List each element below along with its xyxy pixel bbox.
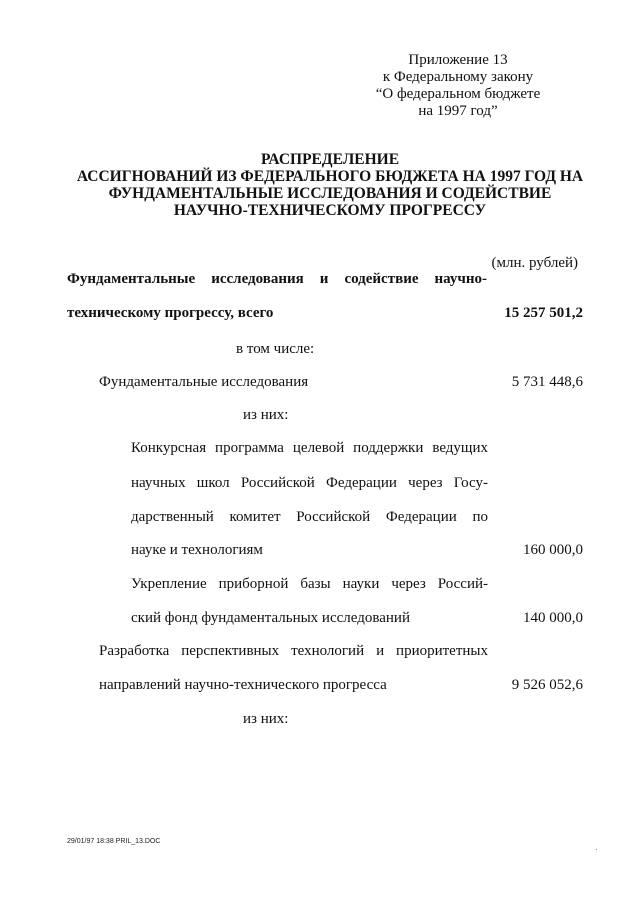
- development-line-1: Разработка перспективных технологий и приоритетных: [99, 643, 488, 659]
- competitive-line-4: науке и технологиям: [131, 542, 263, 558]
- development-line-2: направлений научно-технического прогресса: [99, 677, 387, 693]
- instruments-amount: 140 000,0: [523, 610, 583, 626]
- units-label: (млн. рублей): [491, 255, 578, 271]
- competitive-line-1: Конкурсная программа целевой поддержки ведущих: [131, 440, 488, 456]
- title-line-2: АССИГНОВАНИЙ ИЗ ФЕДЕРАЛЬНОГО БЮДЖЕТА НА 1997 ГОД НА: [76, 168, 584, 185]
- instruments-line-1: Укрепление приборной базы науки через Россий-: [131, 576, 488, 592]
- appendix-law-name: “О федеральном бюджете: [375, 86, 541, 102]
- title-line-1: РАСПРЕДЕЛЕНИЕ: [260, 151, 400, 168]
- competitive-amount: 160 000,0: [523, 542, 583, 558]
- title-line-4: НАУЧНО-ТЕХНИЧЕСКОМУ ПРОГРЕССУ: [173, 202, 487, 219]
- appendix-year: на 1997 год”: [418, 103, 498, 119]
- including-label: в том числе:: [236, 341, 315, 357]
- scan-speck: [596, 849, 597, 850]
- title-line-3: ФУНДАМЕНТАЛЬНЫЕ ИССЛЕДОВАНИЯ И СОДЕЙСТВИЕ: [108, 185, 552, 202]
- total-label-line-2: техническому прогрессу, всего: [67, 305, 274, 321]
- competitive-line-3: дарственный комитет Российской Федерации по: [131, 509, 488, 525]
- of-which-label-2: из них:: [243, 711, 289, 727]
- appendix-header: [338, 52, 578, 120]
- fundamental-amount: 5 731 448,6: [511, 374, 583, 390]
- document-title: [40, 151, 620, 219]
- competitive-line-2: научных школ Российской Федерации через Госу-: [131, 475, 488, 491]
- file-footer: 29/01/97 18:38 PRIL_13.DOC: [67, 838, 161, 845]
- total-label-line-1: Фундаментальные исследования и содействие научно-: [67, 271, 487, 287]
- fundamental-label: Фундаментальные исследования: [99, 374, 309, 390]
- total-amount: 15 257 501,2: [504, 305, 583, 321]
- appendix-law-ref: к Федеральному закону: [382, 69, 534, 85]
- appendix-number: Приложение 13: [408, 52, 508, 68]
- of-which-label-1: из них:: [243, 407, 289, 423]
- instruments-line-2: ский фонд фундаментальных исследований: [131, 610, 410, 626]
- development-amount: 9 526 052,6: [511, 677, 583, 693]
